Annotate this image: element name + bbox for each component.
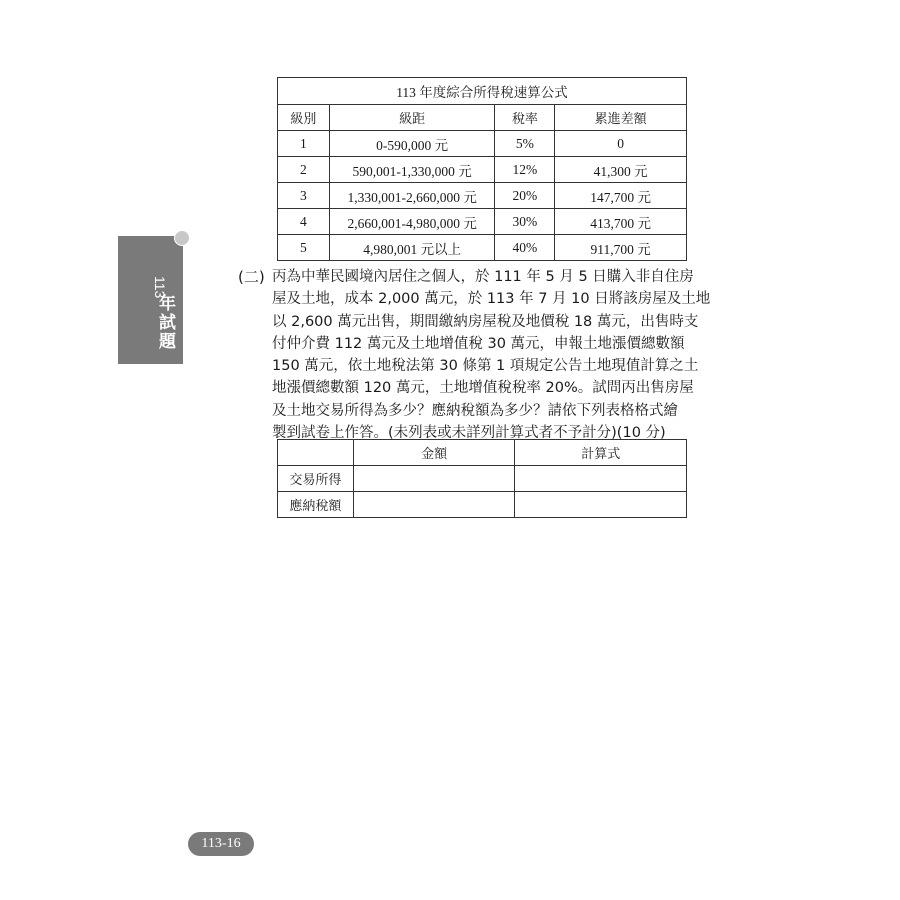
bracket-deduction: 147,700 元 [555, 183, 687, 209]
bracket-level: 1 [278, 131, 330, 157]
formula-cell [515, 492, 687, 518]
bracket-rate: 40% [495, 235, 555, 261]
bracket-level: 2 [278, 157, 330, 183]
amount-cell [353, 466, 515, 492]
question-line: 150 萬元，依土地稅法第 30 條第 1 項規定公告土地現值計算之土 [272, 358, 699, 375]
question-text [272, 266, 711, 444]
bracket-deduction: 41,300 元 [555, 157, 687, 183]
column-header: 計算式 [515, 440, 687, 466]
table-row [278, 209, 687, 235]
tax-table-title: 113 年度綜合所得稅速算公式 [278, 78, 687, 105]
tax-rate-table [277, 77, 687, 261]
column-header: 金額 [353, 440, 515, 466]
bracket-rate: 5% [495, 131, 555, 157]
chapter-year: 113 [152, 276, 168, 299]
bracket-range: 0-590,000 元 [329, 131, 495, 157]
column-header [278, 440, 354, 466]
bracket-rate: 12% [495, 157, 555, 183]
column-header: 級別 [278, 105, 330, 131]
column-header: 級距 [329, 105, 495, 131]
column-header: 稅率 [495, 105, 555, 131]
question-line: 屋及土地，成本 2,000 萬元，於 113 年 7 月 10 日將該房屋及土地 [272, 291, 711, 308]
question-line: 丙為中華民國境內居住之個人，於 111 年 5 月 5 日購入非自住房 [272, 269, 694, 285]
question-line: 及土地交易所得為多少？應納稅額為多少？請依下列表格格式繪 [272, 402, 678, 419]
question-line: 製到試卷上作答。(未列表或未詳列計算式者不予計分)(10 分) [272, 425, 666, 442]
table-row [278, 131, 687, 157]
table-row [278, 466, 687, 492]
bracket-rate: 20% [495, 183, 555, 209]
column-header: 累進差額 [555, 105, 687, 131]
tab-dot-decoration [174, 230, 190, 246]
question-number: (二) [238, 268, 265, 286]
bracket-deduction: 413,700 元 [555, 209, 687, 235]
table-row [278, 235, 687, 261]
bracket-range: 4,980,001 元以上 [329, 235, 495, 261]
table-row [278, 492, 687, 518]
question-line: 以 2,600 萬元出售，期間繳納房屋稅及地價稅 18 萬元，出售時支 [272, 313, 699, 330]
table-row [278, 157, 687, 183]
bracket-range: 1,330,001-2,660,000 元 [329, 183, 495, 209]
chapter-label: 年試題 [155, 294, 175, 351]
table-row [278, 183, 687, 209]
row-label: 應納稅額 [278, 492, 354, 518]
bracket-level: 5 [278, 235, 330, 261]
bracket-rate: 30% [495, 209, 555, 235]
chapter-side-tab [118, 236, 183, 364]
question-line: 地漲價總數額 120 萬元，土地增值稅稅率 20%。試問丙出售房屋 [272, 380, 694, 397]
bracket-deduction: 0 [555, 131, 687, 157]
bracket-range: 2,660,001-4,980,000 元 [329, 209, 495, 235]
bracket-range: 590,001-1,330,000 元 [329, 157, 495, 183]
question-line: 付仲介費 112 萬元及土地增值稅 30 萬元，申報土地漲價總數額 [272, 335, 685, 352]
answer-table [277, 439, 687, 518]
page-number: 113-16 [188, 832, 254, 856]
row-label: 交易所得 [278, 466, 354, 492]
formula-cell [515, 466, 687, 492]
bracket-level: 3 [278, 183, 330, 209]
amount-cell [353, 492, 515, 518]
bracket-deduction: 911,700 元 [555, 235, 687, 261]
bracket-level: 4 [278, 209, 330, 235]
